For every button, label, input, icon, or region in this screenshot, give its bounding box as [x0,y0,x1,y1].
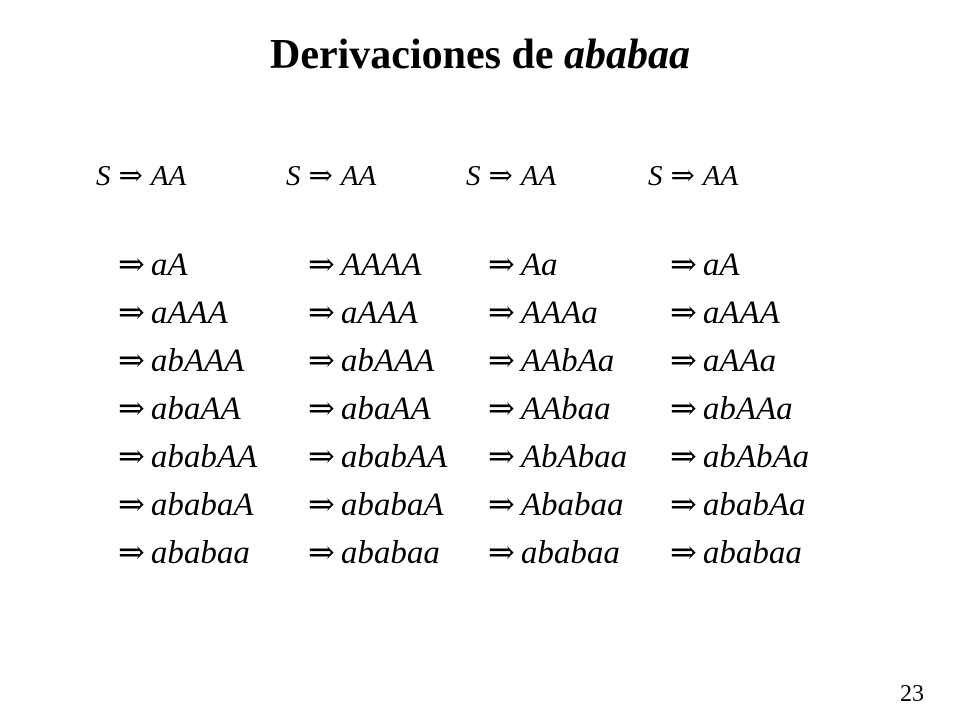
sentential-form: Ababaa [520,487,624,523]
start-symbol: S [286,160,301,192]
sentential-form: abAAA [150,343,245,379]
start-symbol: S [96,160,111,192]
derives-arrow-icon: ⇒ [670,390,697,426]
title-text: Derivaciones de [270,32,564,78]
derives-arrow-icon: ⇒ [118,294,145,330]
derives-arrow-icon: ⇒ [308,342,335,378]
derives-arrow-icon: ⇒ [488,342,515,378]
sentential-form: ababaA [150,487,254,523]
derives-arrow-icon: ⇒ [118,534,145,570]
derivation-step [118,440,257,474]
sentential-form: ababaa [150,535,250,571]
derivation-step [670,296,780,330]
derives-arrow-icon: ⇒ [488,390,515,426]
sentential-form: abaAA [150,391,241,427]
derives-arrow-icon: ⇒ [308,390,335,426]
derivation-step [118,344,244,378]
derives-arrow-icon: ⇒ [488,246,515,282]
derives-arrow-icon: ⇒ [308,294,335,330]
derives-arrow-icon: ⇒ [488,294,515,330]
sentential-form: AAbaa [520,391,611,427]
sentential-form: ababAa [702,487,806,523]
sentential-form: aAAa [702,343,777,379]
derivation-step [670,536,802,570]
derives-arrow-icon: ⇒ [670,246,697,282]
sentential-form: AAAA [340,247,422,283]
derives-arrow-icon: ⇒ [488,486,515,522]
derivation-step [118,296,228,330]
derives-arrow-icon: ⇒ [308,246,335,282]
derivation-step [488,536,620,570]
derivation-step [118,248,187,282]
derivation-step [308,344,434,378]
derivation-step [488,440,627,474]
sentential-form: ababAA [150,439,258,475]
derives-arrow-icon: ⇒ [670,294,697,330]
derivation-step [308,440,447,474]
sentential-form: ababaa [520,535,620,571]
derives-arrow-icon: ⇒ [308,438,335,474]
first-step: AA [150,160,187,192]
derives-arrow-icon: ⇒ [118,342,145,378]
sentential-form: aA [150,247,188,283]
page-number: 23 [900,681,924,707]
derives-arrow-icon: ⇒ [670,486,697,522]
derivation-step [670,344,776,378]
derivation-step [308,392,431,426]
derives-arrow-icon: ⇒ [670,160,695,192]
derivation-step [118,392,241,426]
sentential-form: ababaa [702,535,802,571]
derivation-step [308,296,418,330]
start-symbol: S [648,160,663,192]
derives-arrow-icon: ⇒ [118,246,145,282]
sentential-form: ababAA [340,439,448,475]
derivation-step [670,440,809,474]
derivation-step [670,488,805,522]
derives-arrow-icon: ⇒ [488,534,515,570]
sentential-form: aAAA [702,295,780,331]
sentential-form: AAAa [520,295,598,331]
derives-arrow-icon: ⇒ [118,486,145,522]
sentential-form: AAbAa [520,343,615,379]
derives-arrow-icon: ⇒ [118,438,145,474]
sentential-form: aAAA [340,295,418,331]
derivation-step [670,392,793,426]
derivation-start [96,162,186,191]
derivation-step [308,488,443,522]
derives-arrow-icon: ⇒ [488,438,515,474]
derivation-step [488,488,623,522]
sentential-form: ababaa [340,535,440,571]
derivation-step [118,536,250,570]
derivation-step [488,296,598,330]
start-symbol: S [466,160,481,192]
derives-arrow-icon: ⇒ [308,160,333,192]
derives-arrow-icon: ⇒ [308,534,335,570]
derivation-step [118,488,253,522]
first-step: AA [340,160,377,192]
derivation-step [308,536,440,570]
derives-arrow-icon: ⇒ [670,342,697,378]
derives-arrow-icon: ⇒ [670,438,697,474]
derives-arrow-icon: ⇒ [118,390,145,426]
derivation-start [286,162,376,191]
derivation-start [648,162,738,191]
first-step: AA [520,160,557,192]
first-step: AA [702,160,739,192]
derivation-step [488,392,611,426]
sentential-form: abAAa [702,391,793,427]
title-word: ababaa [563,32,690,78]
sentential-form: abAAA [340,343,435,379]
derives-arrow-icon: ⇒ [308,486,335,522]
derives-arrow-icon: ⇒ [670,534,697,570]
sentential-form: ababaA [340,487,444,523]
sentential-form: AbAbaa [520,439,628,475]
derivation-step [670,248,739,282]
sentential-form: Aa [520,247,558,283]
slide-title [0,34,960,76]
sentential-form: abaAA [340,391,431,427]
sentential-form: aA [702,247,740,283]
derives-arrow-icon: ⇒ [118,160,143,192]
derives-arrow-icon: ⇒ [488,160,513,192]
sentential-form: aAAA [150,295,228,331]
derivation-step [488,344,614,378]
derivation-step [488,248,557,282]
derivation-start [466,162,556,191]
derivation-step [308,248,421,282]
sentential-form: abAbAa [702,439,810,475]
